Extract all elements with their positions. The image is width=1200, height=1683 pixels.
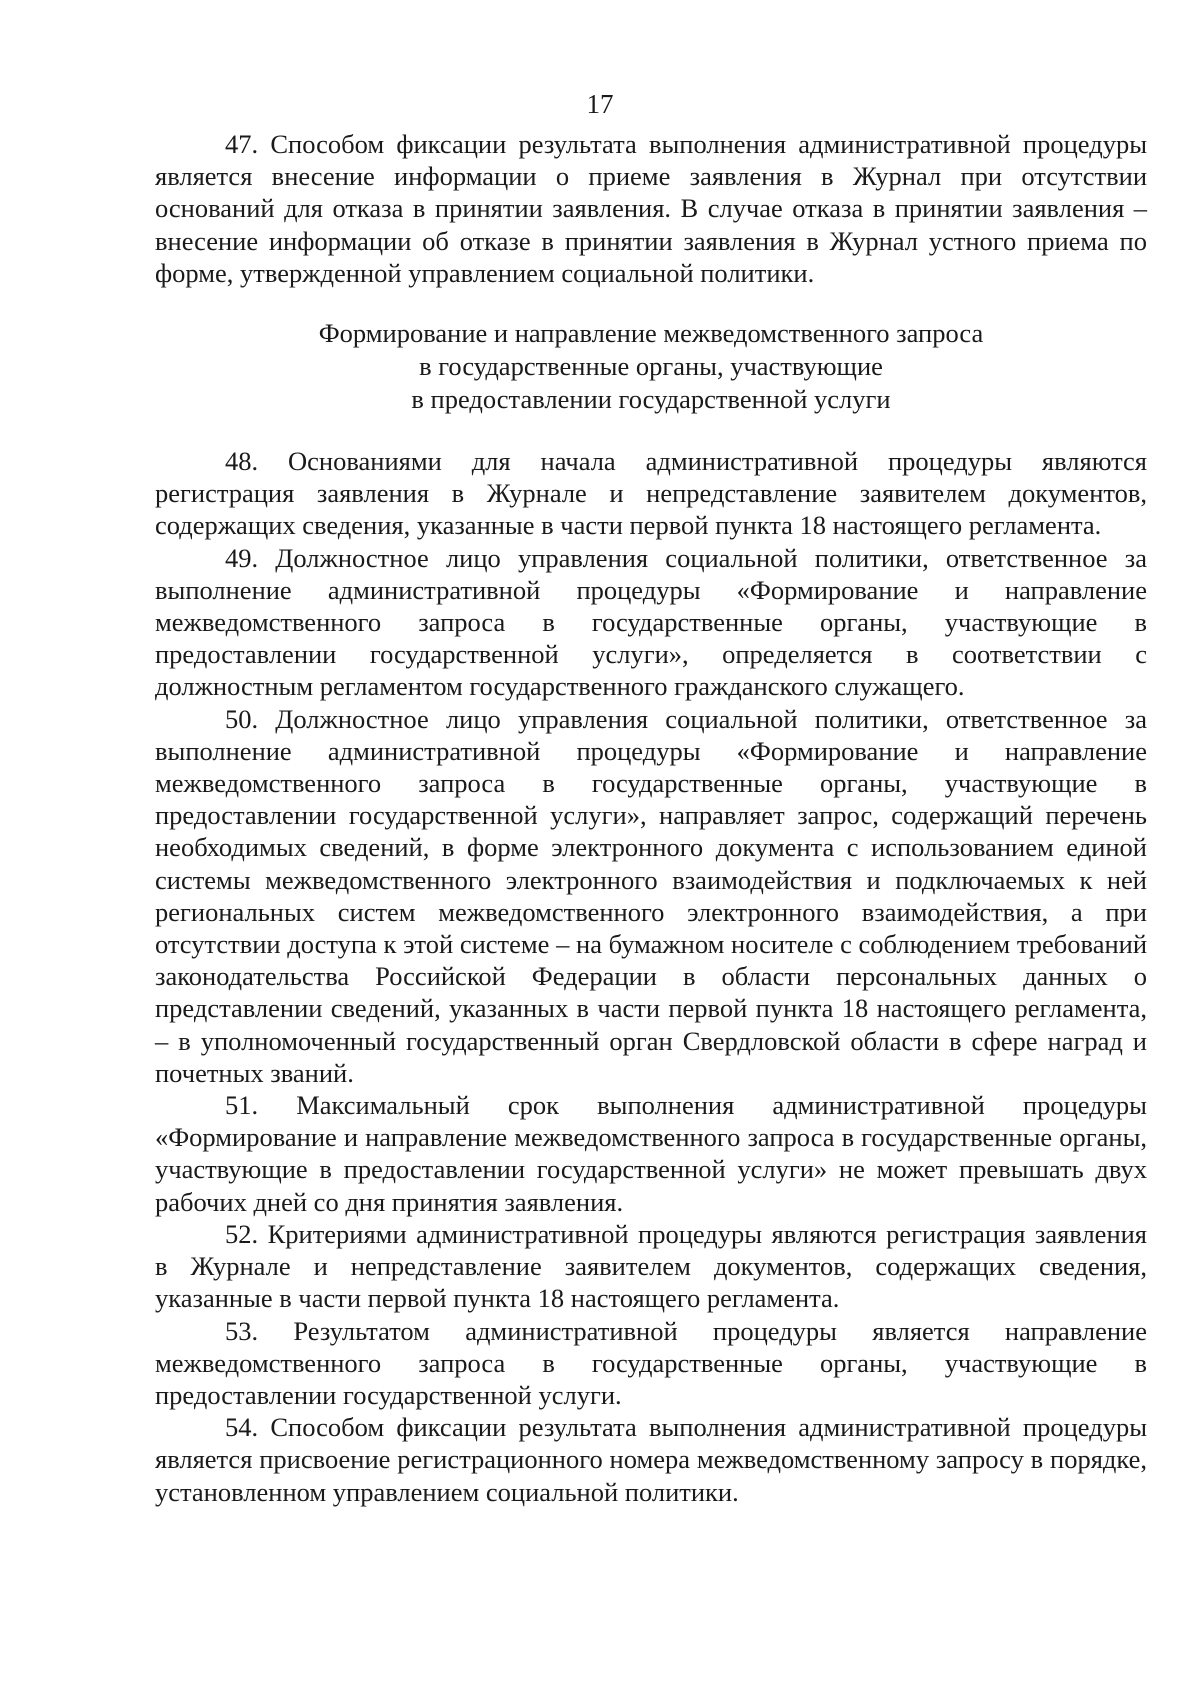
paragraph-54: 54. Способом фиксации результата выполнения административной процедуры является присвоение регистрационного номера межведомственному запросу в порядке, установленном управлением социальной политики. <box>155 1412 1147 1507</box>
paragraph-51: 51. Максимальный срок выполнения административной процедуры «Формирование и направление межведомственного запроса в государственные органы, участвующие в предоставлении государственной услуги» не может превышать двух рабочих дней со дня принятия заявления. <box>155 1090 1147 1217</box>
document-body <box>155 128 1147 1508</box>
paragraph-53: 53. Результатом административной процедуры является направление межведомственного запроса в государственные органы, участвующие в предоставлении государственной услуги. <box>155 1315 1147 1410</box>
paragraph-48: 48. Основаниями для начала административной процедуры являются регистрация заявления в Журнале и непредставление заявителем документов, содержащих сведения, указанные в части первой пункта 18 настоящего регламента. <box>155 446 1147 541</box>
section-heading-line-3: в предоставлении государственной услуги <box>411 384 891 415</box>
paragraph-49: 49. Должностное лицо управления социальной политики, ответственное за выполнение административной процедуры «Формирование и направление межведомственного запроса в государственные органы, участвующие в предоставлении государственной услуги», определяется в соответствии с должностным регламентом государственного гражданского служащего. <box>155 542 1147 702</box>
paragraph-47: 47. Способом фиксации результата выполнения административной процедуры является внесение информации о приеме заявления в Журнал при отсутствии оснований для отказа в принятии заявления. В случае отказа в принятии заявления – внесение информации об отказе в принятии заявления в Журнал устного приема по форме, утвержденной управлением социальной политики. <box>155 129 1147 288</box>
page-number: 17 <box>586 89 614 119</box>
paragraph-50: 50. Должностное лицо управления социальной политики, ответственное за выполнение административной процедуры «Формирование и направление межведомственного запроса в государственные органы, участвующие в предоставлении государственной услуги», направляет запрос, содержащий перечень необходимых сведений, в форме электронного документа с использованием единой системы межведомственного электронного взаимодействия и подключаемых к ней региональных систем межведомственного электронного взаимодействия, а при отсутствии доступа к этой системе – на бумажном носителе с соблюдением требований законодательства Российской Федерации в области персональных данных о представлении сведений, указанных в части первой пункта 18 настоящего регламента, – в уполномоченный государственный орган Свердловской области в сфере наград и почетных званий. <box>155 703 1147 1088</box>
section-heading <box>155 317 1147 416</box>
section-heading-line-1: Формирование и направление межведомственного запроса <box>318 318 984 349</box>
paragraph-52: 52. Критериями административной процедуры являются регистрация заявления в Журнале и непредставление заявителем документов, содержащих сведения, указанные в части первой пункта 18 настоящего регламента. <box>155 1218 1147 1314</box>
section-heading-line-2: в государственные органы, участвующие <box>419 351 883 382</box>
